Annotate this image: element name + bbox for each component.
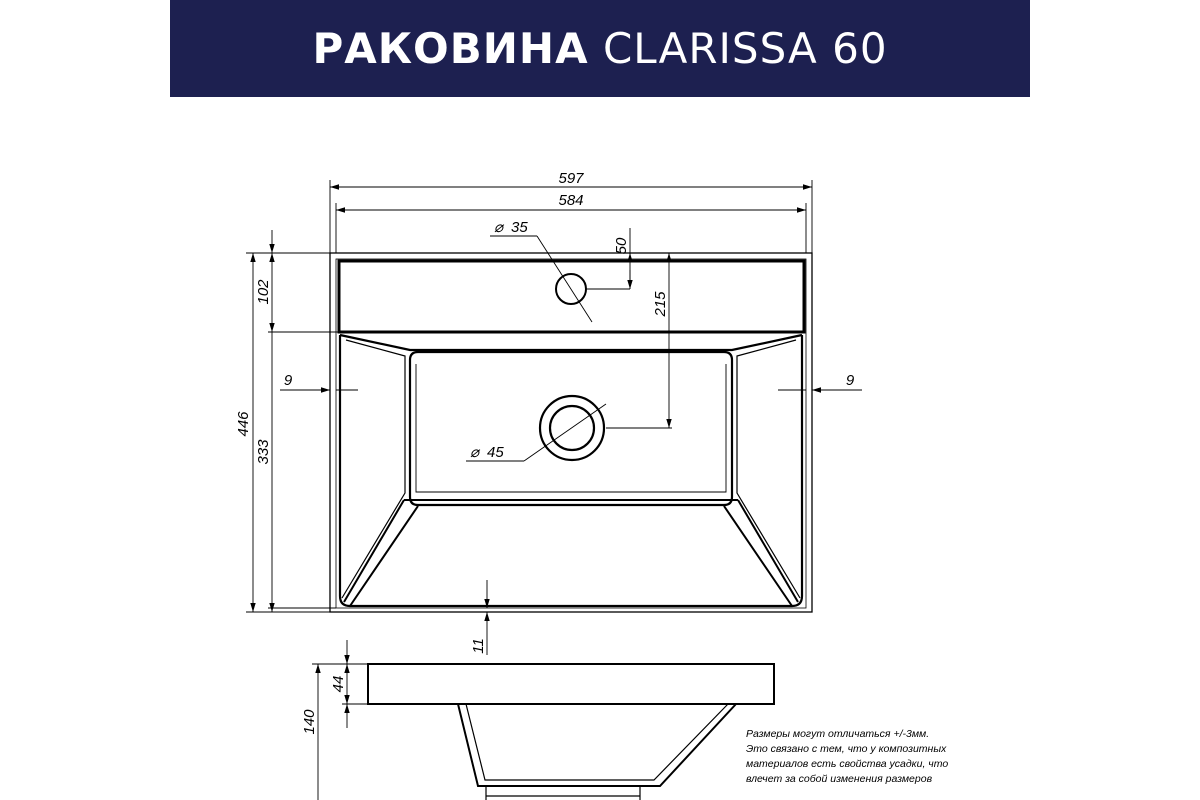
side-drain [486, 786, 640, 800]
dim-total-width: 597 [558, 170, 584, 187]
title-model: CLARISSA 60 [602, 24, 888, 73]
side-rim [368, 664, 774, 704]
note-line: влечет за собой изменения размеров [746, 773, 933, 785]
dim-overflow-diameter: 35 [511, 219, 528, 236]
dim-inner-width: 584 [558, 192, 584, 209]
dim-total-height: 140 [301, 709, 318, 735]
dim-side-right: 9 [845, 372, 855, 389]
sink-inner-rim [336, 259, 806, 608]
dim-drain-diameter: 45 [487, 444, 504, 461]
note-line: Размеры могут отличаться +/-3мм. [746, 728, 930, 740]
title-product-type: РАКОВИНА [312, 24, 589, 73]
tolerance-note [746, 727, 1006, 787]
dim-overflow-offset: 50 [613, 237, 630, 255]
dim-front-rim: 11 [470, 638, 487, 654]
back-deck [339, 261, 804, 332]
note-line: материалов есть свойства усадки, что [746, 758, 949, 770]
dim-side-left: 9 [283, 372, 293, 389]
side-view [368, 664, 774, 800]
dimension-lines [246, 180, 862, 655]
dim-overflow-diameter-symbol: ⌀ [494, 219, 504, 236]
dimension-labels [235, 170, 855, 735]
side-bowl-inner [466, 704, 728, 780]
dim-rim-thickness: 44 [330, 675, 347, 693]
dim-total-depth: 446 [235, 411, 252, 437]
note-line: Это связано с тем, что у композитных [746, 743, 947, 755]
dim-drain-offset: 215 [652, 291, 669, 317]
top-view [330, 253, 812, 612]
dim-drain-diameter-symbol: ⌀ [470, 444, 480, 461]
dim-bowl-depth: 333 [255, 439, 272, 465]
side-bowl [458, 704, 736, 786]
sink-outline [330, 253, 812, 612]
bowl-front-slope [344, 500, 798, 606]
dim-top-deck-depth: 102 [255, 279, 272, 305]
